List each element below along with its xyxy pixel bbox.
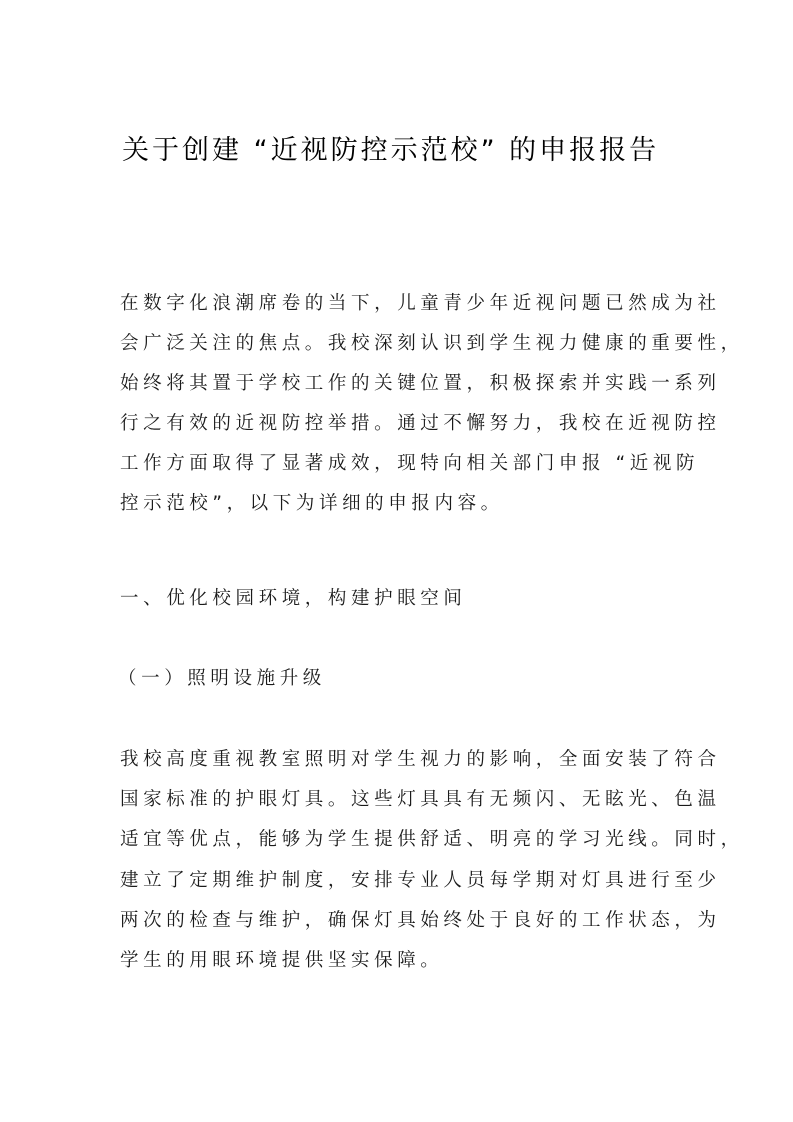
intro-line-6: 控示范校”，以下为详细的申报内容。 bbox=[120, 493, 504, 514]
document-title: 关于创建 “近视防控示范校” 的申报报告 bbox=[122, 135, 660, 166]
body-line-2: 国家标准的护眼灯具。这些灯具具有无频闪、无眩光、色温 bbox=[120, 789, 721, 810]
body-line-6: 学生的用眼环境提供坚实保障。 bbox=[120, 950, 444, 971]
body-line-3: 适宜等优点，能够为学生提供舒适、明亮的学习光线。同时， bbox=[120, 829, 744, 850]
body-line-5: 两次的检查与维护，确保灯具始终处于良好的工作状态，为 bbox=[120, 910, 721, 931]
section-heading: 一、优化校园环境，构建护眼空间 bbox=[120, 588, 467, 609]
intro-line-3: 始终将其置于学校工作的关键位置，积极探索并实践一系列 bbox=[120, 373, 721, 394]
intro-line-4: 行之有效的近视防控举措。通过不懈努力，我校在近视防控 bbox=[120, 413, 721, 434]
intro-line-5: 工作方面取得了显著成效，现特向相关部门申报 “近视防 bbox=[120, 453, 700, 474]
body-line-1: 我校高度重视教室照明对学生视力的影响，全面安装了符合 bbox=[120, 749, 721, 770]
intro-line-1: 在数字化浪潮席卷的当下，儿童青少年近视问题已然成为社 bbox=[120, 293, 721, 314]
intro-line-2: 会广泛关注的焦点。我校深刻认识到学生视力健康的重要性， bbox=[120, 333, 744, 354]
body-line-4: 建立了定期维护制度，安排专业人员每学期对灯具进行至少 bbox=[120, 870, 721, 891]
subsection-heading: （一）照明设施升级 bbox=[118, 668, 326, 689]
